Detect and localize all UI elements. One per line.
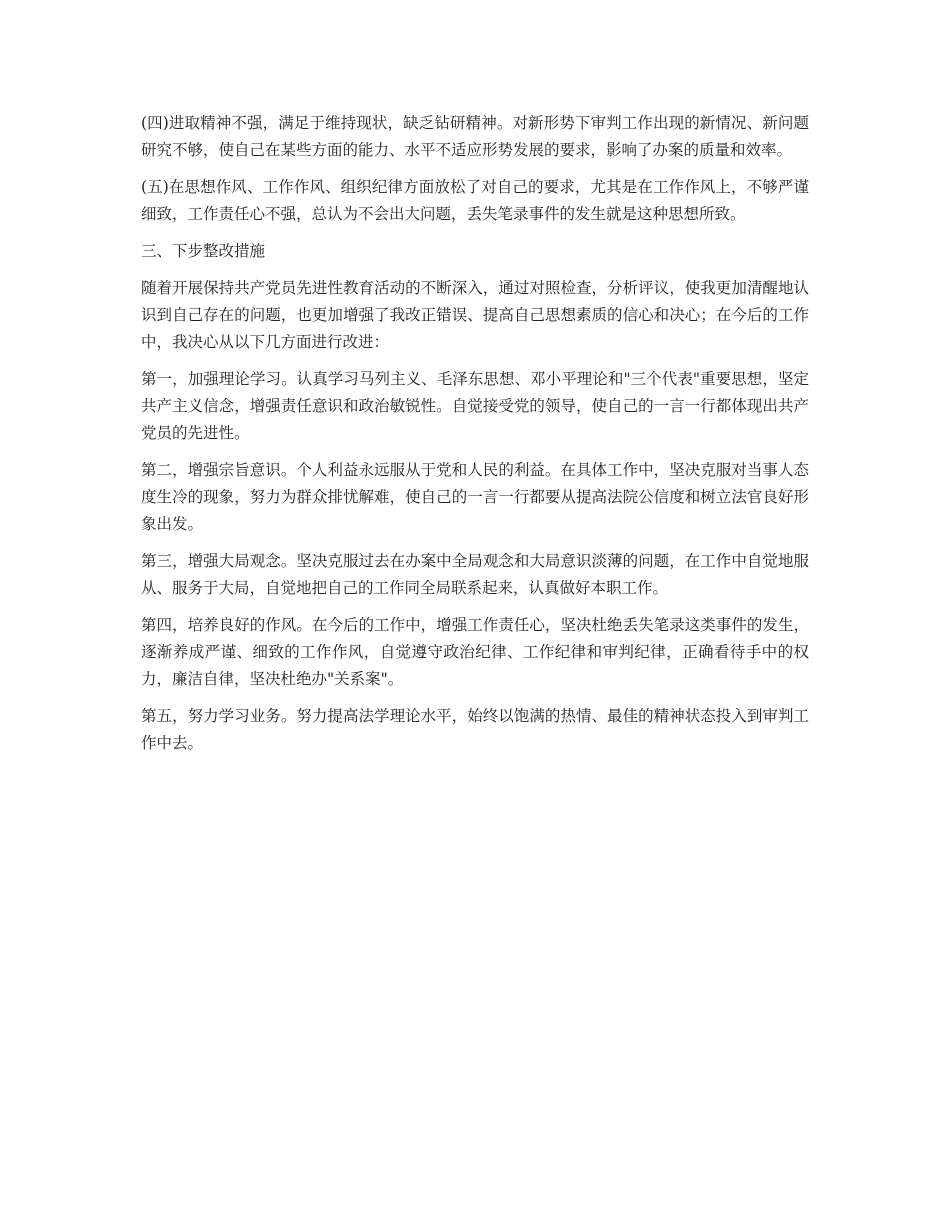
document-body — [141, 110, 809, 767]
section-heading-rectification: 三、下步整改措施 — [141, 242, 266, 260]
paragraph-measure-2: 第二，增强宗旨意识。个人利益永远服从于党和人民的利益。在具体工作中，坚决克服对当事人态度生冷的现象，努力为群众排忧解难，使自己的一言一行都要从提高法院公信度和树立法官良好形象出发。 — [141, 461, 809, 533]
paragraph-intro-measures: 随着开展保持共产党员先进性教育活动的不断深入，通过对照检查，分析评议，使我更加清醒地认识到自己存在的问题，也更加增强了我改正错误、提高自己思想素质的信心和决心；在今后的工作中，我决心从以下几方面进行改进： — [141, 279, 809, 351]
paragraph-shortcoming-5: (五)在思想作风、工作作风、组织纪律方面放松了对自己的要求，尤其是在工作作风上，不够严谨细致，工作责任心不强，总认为不会出大问题，丢失笔录事件的发生就是这种思想所致。 — [141, 178, 809, 223]
paragraph-measure-5: 第五，努力学习业务。努力提高法学理论水平，始终以饱满的热情、最佳的精神状态投入到审判工作中去。 — [141, 707, 809, 752]
paragraph-measure-4: 第四，培养良好的作风。在今后的工作中，增强工作责任心，坚决杜绝丢失笔录这类事件的发生，逐渐养成严谨、细致的工作作风，自觉遵守政治纪律、工作纪律和审判纪律，正确看待手中的权力，廉洁自律，坚决杜绝办"关系案"。 — [141, 616, 809, 688]
paragraph-shortcoming-4: (四)进取精神不强，满足于维持现状，缺乏钻研精神。对新形势下审判工作出现的新情况、新问题研究不够，使自己在某些方面的能力、水平不适应形势发展的要求，影响了办案的质量和效率。 — [141, 114, 809, 159]
paragraph-measure-1: 第一，加强理论学习。认真学习马列主义、毛泽东思想、邓小平理论和"三个代表"重要思想，坚定共产主义信念，增强责任意识和政治敏锐性。自觉接受党的领导，使自己的一言一行都体现出共产党员的先进性。 — [141, 370, 809, 442]
paragraph-measure-3: 第三，增强大局观念。坚决克服过去在办案中全局观念和大局意识淡薄的问题，在工作中自觉地服从、服务于大局，自觉地把自己的工作同全局联系起来，认真做好本职工作。 — [141, 552, 809, 597]
